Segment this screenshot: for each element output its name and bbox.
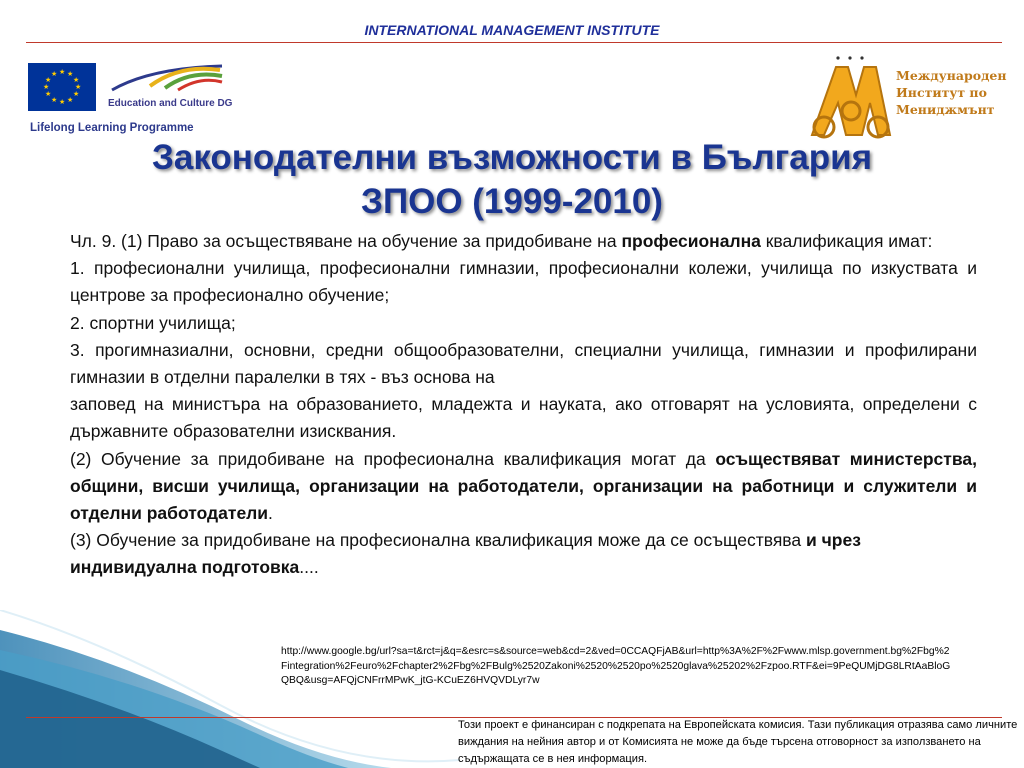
paragraph-2-intro: (2) Обучение за придобиване на професионална квалификация могат да [70, 448, 706, 469]
article-paragraph-3 [70, 527, 977, 581]
list-item-2: 2. спортни училища; [70, 312, 236, 333]
law-article-text [70, 228, 977, 582]
eu-disclaimer: Този проект е финансиран с подкрепата на Европейската комисия. Тази публикация отразява само личните виждания на нейния автор и от Комисията не може да бъде търсена отговорност за използването на съдържащата се в нея информация. [458, 719, 1018, 765]
imi-logo [806, 55, 1006, 145]
education-culture-swoosh-icon [110, 60, 225, 98]
paragraph-3-end: .... [299, 557, 319, 578]
institute-banner: INTERNATIONAL MANAGEMENT INSTITUTE [364, 22, 660, 38]
article-intro-end: квалификация имат: [760, 231, 933, 251]
imi-name [896, 67, 1007, 118]
header-divider [26, 42, 1002, 43]
article-bold-term: професионална [621, 231, 761, 251]
paragraph-3-bold: и чрез индивидуална подготовка [70, 530, 861, 578]
list-item-1: 1. професионални училища, професионални гимназии, професионални колежи, училища по изкуствата и центрове за професионално обучение; [70, 258, 977, 306]
eu-lifelong-learning-logo [28, 60, 233, 138]
slide-title: Законодателни възможности в България [151, 138, 873, 177]
paragraph-2-bold: осъществяват министерства, общини, висши училища, организации на работодатели, организации на работници и служители и отделни работодатели [70, 448, 977, 524]
list-item-3-cont: заповед на министъра на образованието, младежта и науката, ако отговарят на условията, определени с държавните образователни изисквания. [70, 394, 977, 442]
imi-name-line: Мениджмънт [896, 102, 995, 117]
programme-label: Lifelong Learning Programme [30, 122, 194, 134]
dg-label: Education and Culture DG [108, 98, 233, 109]
slide-subtitle: ЗПОО (1999-2010) [361, 182, 663, 221]
paragraph-3-intro: (3) Обучение за придобиване на професионална квалификация може да се осъществява [70, 530, 806, 551]
source-link[interactable]: http://www.google.bg/url?sa=t&rct=j&q=&esrc=s&source=web&cd=2&ved=0CCAQFjAB&url=http%3A%2F%2Fwww.mlsp.government.bg%2Fbg%2Fintegration%2Feuro%2Fchapter2%2Fbg%2FBulg%2520Zakoni%2520%2520po%2520glava%25202%2Fzpoo.RTF&ei=9PeQUMjDG8LRtAaBloGQBQ&usg=AFQjCNFrrMPwK_jtG-KCuEZ6HVQVDLyr7w [281, 646, 951, 686]
paragraph-2-end: . [268, 503, 273, 524]
article-paragraph-2 [70, 446, 977, 528]
imi-name-line: Институт по [896, 85, 987, 100]
article-intro: Чл. 9. (1) Право за осъществяване на обучение за придобиване на [70, 231, 617, 251]
article-paragraph-1 [70, 228, 977, 255]
imi-name-line: Международен [896, 68, 1007, 83]
imi-emblem-icon [806, 55, 894, 143]
decorative-wave [0, 610, 460, 768]
list-item-3: 3. прогимназиални, основни, средни общообразователни, специални училища, гимназии и профилирани гимназии в отделни паралелки в тях - въз основа на [70, 339, 977, 388]
eu-flag-icon: ★ ★ ★ ★ ★ ★ ★ ★ ★ ★ ★ ★ [28, 63, 96, 111]
